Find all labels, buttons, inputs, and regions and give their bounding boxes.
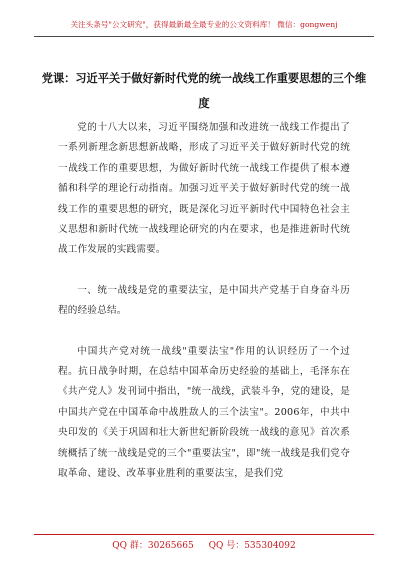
intro-paragraph: 党的十八大以来，习近平围绕加强和改进统一战线工作提出了一系列新理念新思想新战略，形成了习近平关于做好新时代党的统一战线工作的重要思想，为做好新时代统一战线工作提供了根本遵循和科学的理论行动指南。加强习近平关于做好新时代党的统一战线工作的重要思想的研究，既是深化习近平新时代中国特色社会主义思想和新时代统一战线理论研究的内在要求，也是推进新时代统战工作发展的实践需要。: [58, 122, 350, 256]
qq-number: QQ 号：535304092: [208, 541, 296, 551]
document-body: [58, 118, 350, 485]
header-notice: 关注头条号"公文研究"，获得最新最全最专业的公文资料库！ 微信：gongwenj: [34, 14, 374, 37]
body-paragraph: 中国共产党对统一战线"重要法宝"作用的认识经历了一个过程。抗日战争时期，在总结中国革命历史经验的基础上，毛泽东在《共产党人》发刊词中指出，"统一战线，武装斗争，党的建设，是中国共产党在中国革命中战胜敌人的三个法宝"。2006年，中共中央印发的《关于巩固和壮大新世纪新阶段统一战线的意见》首次系统概括了统一战线是党的三个"重要法宝"，即"统一战线是我们党夺取革命、建设、改革事业胜利的重要法宝，是我们党: [58, 345, 350, 480]
document-title: 党课：习近平关于做好新时代党的统一战线工作重要思想的三个维度: [41, 71, 367, 110]
section-heading-paragraph: 一、统一战线是党的重要法宝，是中国共产党基于自身奋斗历程的经验总结。: [58, 284, 350, 317]
qq-group: QQ 群：30265665: [112, 541, 194, 551]
footer-contact: [34, 534, 374, 551]
